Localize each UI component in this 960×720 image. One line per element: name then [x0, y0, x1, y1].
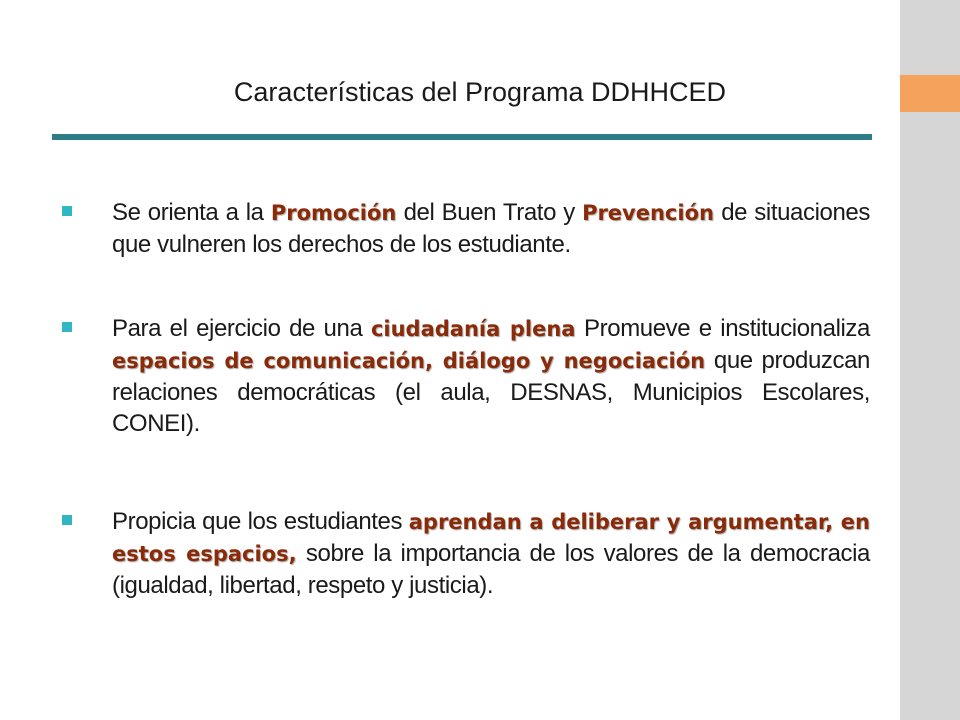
text-run: sobre la importancia de los valores de la democracia (igualdad, libertad, respeto y justicia).: [112, 540, 870, 599]
bullet-text: [112, 197, 870, 260]
bullet-text: [112, 313, 870, 439]
bullet-item-promocion: [62, 197, 870, 260]
bullet-square-icon: [62, 206, 72, 216]
highlight-text: aprendan a deliberar y argumentar, en estos espacios,: [112, 510, 870, 566]
slide-title: Características del Programa DDHHCED: [233, 77, 727, 107]
text-run: que produzcan relaciones democráticas (el aula, DESNAS, Municipios Escolares, CONEI).: [112, 347, 871, 437]
text-run: del Buen Trato y: [396, 199, 583, 226]
bullet-square-icon: [62, 515, 72, 525]
title-underline: [52, 134, 872, 140]
text-run: Propicia que los estudiantes: [112, 508, 409, 535]
bullet-item-ciudadania: [62, 313, 870, 439]
text-run: de situaciones que vulneren los derechos de los estudiante.: [112, 199, 870, 258]
bullet-text: [112, 506, 870, 601]
highlight-text: espacios de comunicación, diálogo y negociación: [112, 349, 706, 373]
highlight-text: Prevención: [582, 201, 714, 225]
text-run: Promueve e institucionaliza: [575, 315, 870, 342]
highlight-text: ciudadanía plena: [370, 317, 576, 341]
text-run: Para el ejercicio de una: [112, 315, 371, 342]
bullet-square-icon: [62, 322, 72, 332]
text-run: Se orienta a la: [112, 199, 271, 226]
bullet-item-deliberar: [62, 506, 870, 601]
highlight-text: Promoción: [270, 201, 397, 225]
